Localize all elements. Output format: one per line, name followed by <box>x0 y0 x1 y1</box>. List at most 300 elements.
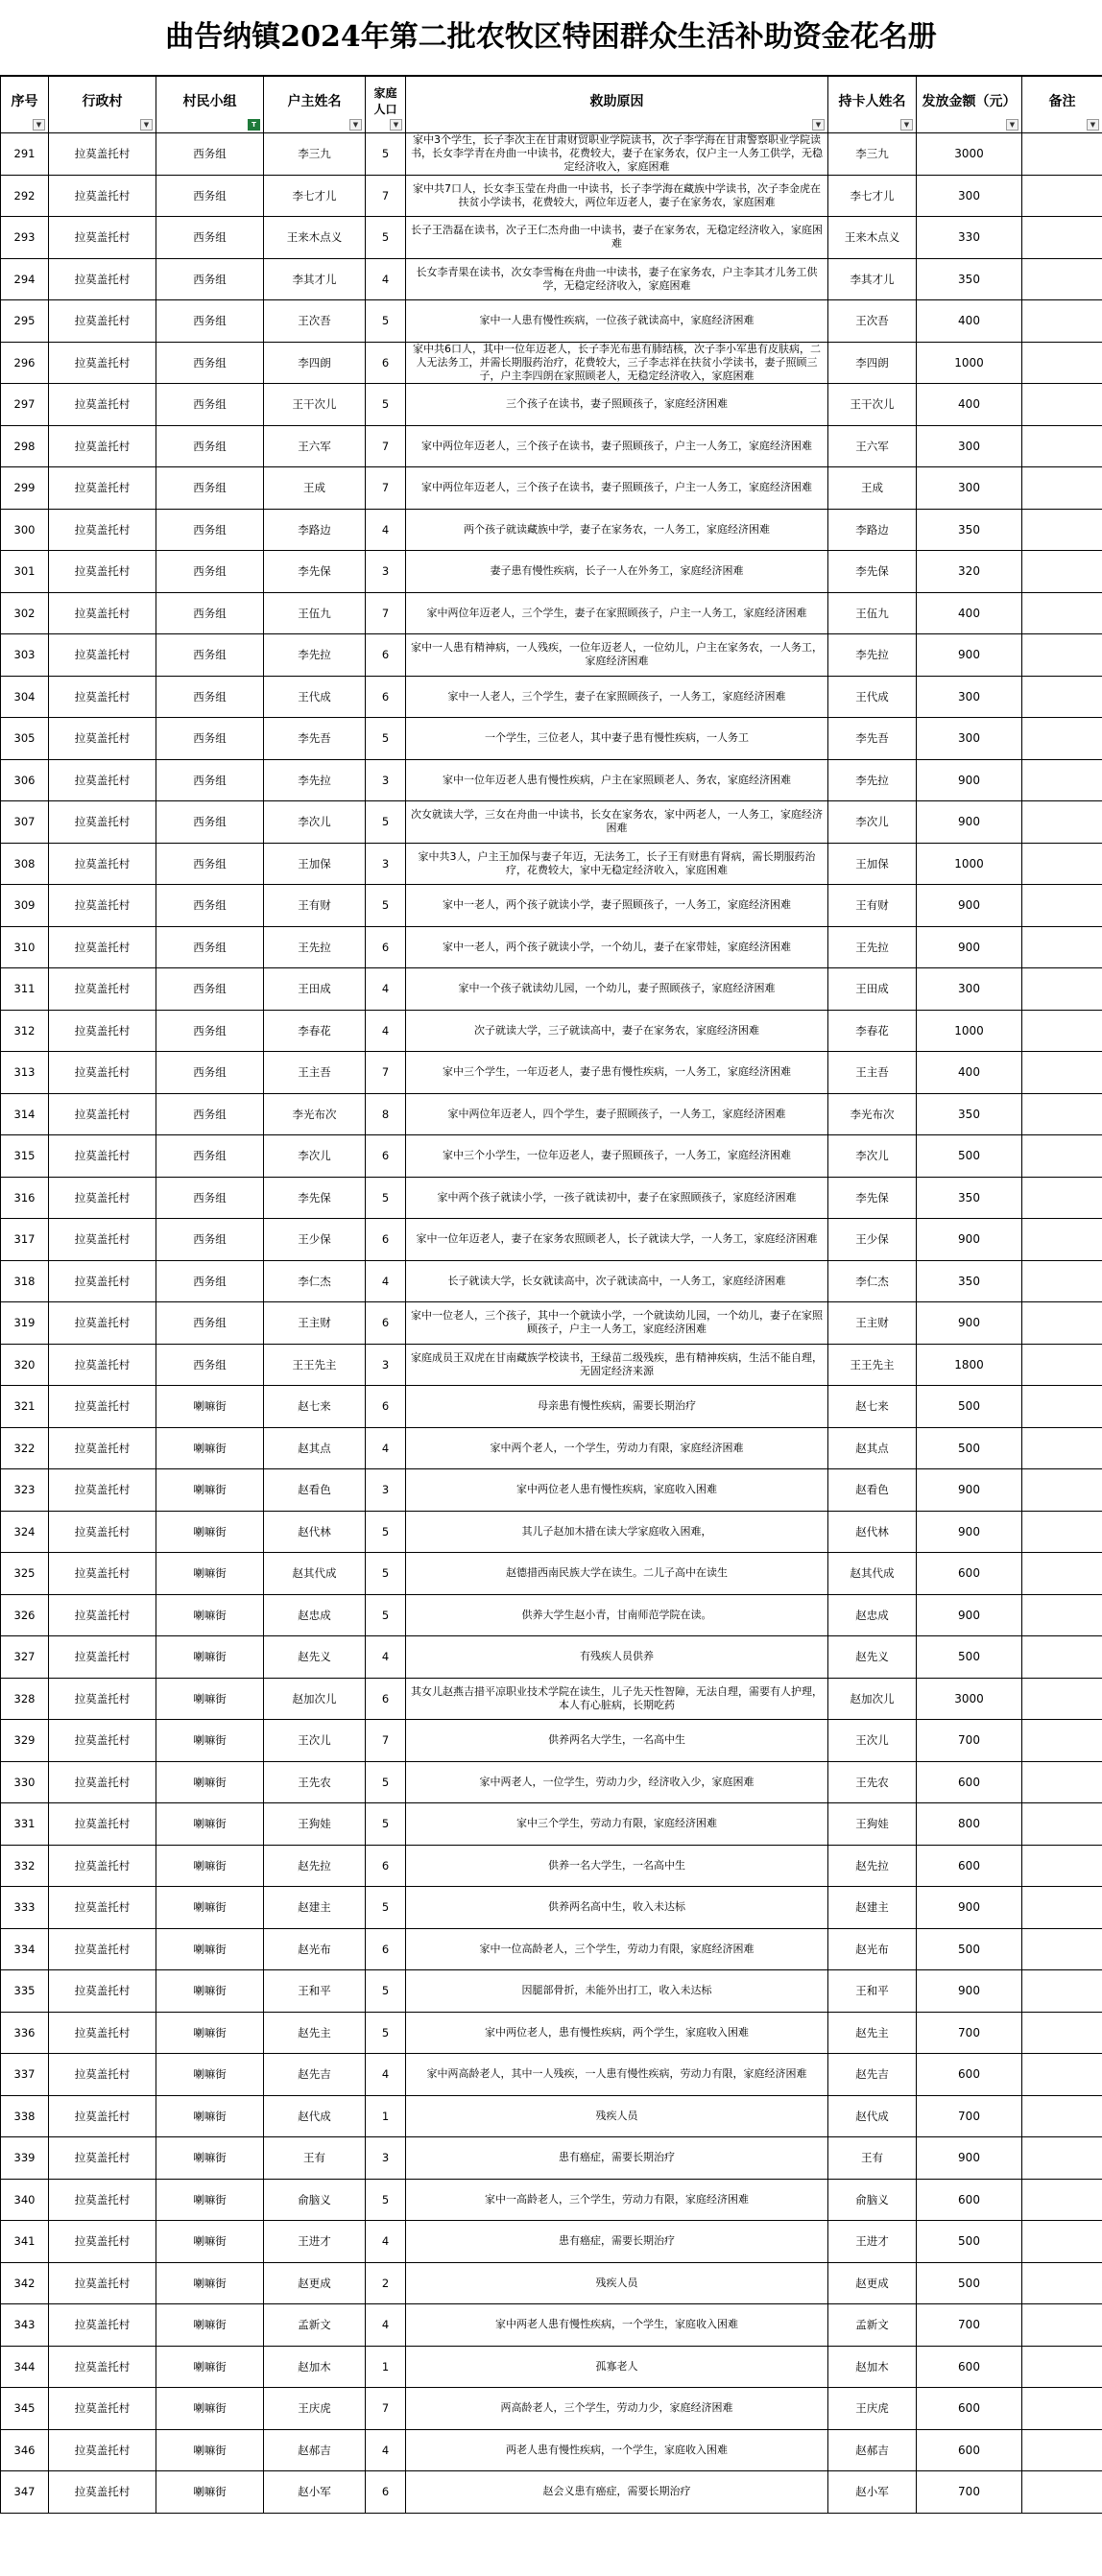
cell-amount: 350 <box>917 258 1022 300</box>
cell-household-head: 王少保 <box>264 1219 366 1261</box>
cell-amount: 700 <box>917 2471 1022 2514</box>
cell-note <box>1022 2388 1102 2430</box>
cell-aid-reason: 供养大学生赵小青，甘南师范学院在读。 <box>406 1594 828 1636</box>
cell-note <box>1022 1720 1102 1762</box>
cell-aid-reason: 有残疾人员供养 <box>406 1636 828 1679</box>
col-header-no <box>1 77 49 133</box>
cell-group: 西务组 <box>156 759 264 801</box>
cell-note <box>1022 1386 1102 1428</box>
cell-card-holder: 李先保 <box>828 1177 917 1219</box>
cell-aid-reason: 长子王浩磊在读书，次子王仁杰舟曲一中读书，妻子在家务农，无稳定经济收入，家庭困难 <box>406 217 828 259</box>
cell-village: 拉莫盖托村 <box>49 1386 156 1428</box>
cell-village: 拉莫盖托村 <box>49 2054 156 2096</box>
cell-group: 喇嘛街 <box>156 1803 264 1846</box>
cell-amount: 900 <box>917 885 1022 927</box>
cell-village: 拉莫盖托村 <box>49 1803 156 1846</box>
cell-amount: 3000 <box>917 1678 1022 1720</box>
cell-aid-reason: 家中共7口人，长女李玉莹在舟曲一中读书，长子李学海在藏族中学读书，次子李金虎在扶贫小学读书，花费较大，两位年迈老人，妻子在家务农，家庭困难 <box>406 175 828 217</box>
cell-note <box>1022 2054 1102 2096</box>
table-row <box>1 551 1102 593</box>
cell-village: 拉莫盖托村 <box>49 2388 156 2430</box>
cell-group: 西务组 <box>156 1010 264 1052</box>
cell-household-size: 4 <box>366 1427 406 1469</box>
cell-village: 拉莫盖托村 <box>49 676 156 718</box>
cell-note <box>1022 926 1102 968</box>
cell-village: 拉莫盖托村 <box>49 1469 156 1512</box>
cell-household-size: 4 <box>366 258 406 300</box>
cell-village: 拉莫盖托村 <box>49 1093 156 1135</box>
cell-card-holder: 李七才儿 <box>828 175 917 217</box>
cell-amount: 900 <box>917 759 1022 801</box>
cell-household-head: 李七才儿 <box>264 175 366 217</box>
cell-group: 西务组 <box>156 885 264 927</box>
cell-serial: 299 <box>1 467 49 510</box>
cell-note <box>1022 1845 1102 1887</box>
cell-aid-reason: 家中一位老人，三个孩子，其中一个就读小学，一个就读幼儿园，一个幼儿，妻子在家照顾孩子，户主一人务工，家庭经济困难 <box>406 1302 828 1345</box>
cell-village: 拉莫盖托村 <box>49 885 156 927</box>
cell-household-size: 4 <box>366 1010 406 1052</box>
cell-note <box>1022 425 1102 467</box>
cell-amount: 500 <box>917 1636 1022 1679</box>
cell-note <box>1022 1887 1102 1929</box>
cell-serial: 338 <box>1 2095 49 2137</box>
cell-card-holder: 赵更成 <box>828 2262 917 2304</box>
cell-note <box>1022 676 1102 718</box>
cell-serial: 334 <box>1 1928 49 1970</box>
cell-household-size: 6 <box>366 926 406 968</box>
col-header-label: 行政村 <box>82 94 123 109</box>
cell-aid-reason: 残疾人员 <box>406 2095 828 2137</box>
cell-household-size: 7 <box>366 1052 406 1094</box>
cell-household-size: 6 <box>366 342 406 384</box>
cell-household-size: 5 <box>366 1970 406 2013</box>
cell-aid-reason: 一个学生，三位老人，其中妻子患有慢性疾病，一人务工 <box>406 718 828 760</box>
cell-household-size: 7 <box>366 425 406 467</box>
cell-village: 拉莫盖托村 <box>49 718 156 760</box>
cell-serial: 330 <box>1 1761 49 1803</box>
cell-note <box>1022 551 1102 593</box>
cell-note <box>1022 1594 1102 1636</box>
cell-serial: 297 <box>1 384 49 426</box>
cell-aid-reason: 母亲患有慢性疾病，需要长期治疗 <box>406 1386 828 1428</box>
cell-note <box>1022 1761 1102 1803</box>
filter-dropdown-icon[interactable]: ▼ <box>33 119 45 131</box>
cell-group: 喇嘛街 <box>156 1511 264 1553</box>
cell-village: 拉莫盖托村 <box>49 843 156 885</box>
cell-group: 喇嘛街 <box>156 2012 264 2054</box>
cell-serial: 343 <box>1 2304 49 2347</box>
cell-note <box>1022 1928 1102 1970</box>
cell-card-holder: 赵代成 <box>828 2095 917 2137</box>
col-header-pop <box>366 77 406 133</box>
cell-aid-reason: 家中一老人，两个孩子就读小学，妻子照顾孩子，一人务工，家庭经济困难 <box>406 885 828 927</box>
cell-card-holder: 王先农 <box>828 1761 917 1803</box>
cell-household-size: 5 <box>366 1761 406 1803</box>
filter-dropdown-icon[interactable]: ▼ <box>1006 119 1018 131</box>
cell-household-head: 王成 <box>264 467 366 510</box>
cell-household-head: 李路边 <box>264 509 366 551</box>
cell-village: 拉莫盖托村 <box>49 1219 156 1261</box>
cell-amount: 600 <box>917 2429 1022 2471</box>
cell-village: 拉莫盖托村 <box>49 1553 156 1595</box>
cell-serial: 333 <box>1 1887 49 1929</box>
cell-serial: 295 <box>1 300 49 343</box>
col-header-note <box>1022 77 1102 133</box>
cell-household-size: 3 <box>366 759 406 801</box>
cell-household-size: 5 <box>366 1887 406 1929</box>
cell-group: 西务组 <box>156 634 264 677</box>
cell-amount: 300 <box>917 676 1022 718</box>
cell-group: 喇嘛街 <box>156 1970 264 2013</box>
cell-aid-reason: 家中一位年迈老人，妻子在家务农照顾老人，长子就读大学，一人务工，家庭经济困难 <box>406 1219 828 1261</box>
cell-aid-reason: 家中一个孩子就读幼儿园，一个幼儿，妻子照顾孩子，家庭经济困难 <box>406 968 828 1011</box>
table-row <box>1 885 1102 927</box>
cell-household-size: 4 <box>366 509 406 551</box>
cell-card-holder: 李仁杰 <box>828 1260 917 1302</box>
cell-serial: 310 <box>1 926 49 968</box>
cell-aid-reason: 家中三个小学生，一位年迈老人，妻子照顾孩子，一人务工，家庭经济困难 <box>406 1135 828 1178</box>
table-row <box>1 1845 1102 1887</box>
filter-active-icon[interactable]: T <box>248 119 260 131</box>
cell-village: 拉莫盖托村 <box>49 926 156 968</box>
cell-serial: 308 <box>1 843 49 885</box>
cell-serial: 329 <box>1 1720 49 1762</box>
cell-village: 拉莫盖托村 <box>49 1594 156 1636</box>
table-row <box>1 2304 1102 2347</box>
filter-dropdown-icon[interactable]: ▼ <box>812 119 825 131</box>
cell-card-holder: 赵代林 <box>828 1511 917 1553</box>
cell-aid-reason: 残疾人员 <box>406 2262 828 2304</box>
cell-amount: 400 <box>917 1052 1022 1094</box>
cell-household-head: 赵忠成 <box>264 1594 366 1636</box>
cell-group: 喇嘛街 <box>156 1887 264 1929</box>
cell-household-size: 6 <box>366 2471 406 2514</box>
cell-household-size: 6 <box>366 1845 406 1887</box>
cell-village: 拉莫盖托村 <box>49 509 156 551</box>
cell-note <box>1022 2012 1102 2054</box>
cell-amount: 500 <box>917 1928 1022 1970</box>
table-row <box>1 968 1102 1011</box>
cell-village: 拉莫盖托村 <box>49 1845 156 1887</box>
cell-household-head: 王有财 <box>264 885 366 927</box>
cell-serial: 318 <box>1 1260 49 1302</box>
cell-amount: 350 <box>917 1260 1022 1302</box>
cell-amount: 400 <box>917 384 1022 426</box>
cell-note <box>1022 384 1102 426</box>
cell-village: 拉莫盖托村 <box>49 1511 156 1553</box>
cell-note <box>1022 843 1102 885</box>
cell-household-head: 赵代成 <box>264 2095 366 2137</box>
filter-dropdown-icon[interactable]: ▼ <box>900 119 913 131</box>
cell-village: 拉莫盖托村 <box>49 2012 156 2054</box>
cell-household-head: 王六军 <box>264 425 366 467</box>
cell-note <box>1022 1803 1102 1846</box>
cell-group: 喇嘛街 <box>156 1720 264 1762</box>
cell-village: 拉莫盖托村 <box>49 1135 156 1178</box>
cell-note <box>1022 2304 1102 2347</box>
cell-card-holder: 王有财 <box>828 885 917 927</box>
cell-village: 拉莫盖托村 <box>49 1260 156 1302</box>
col-header-amount <box>917 77 1022 133</box>
cell-note <box>1022 1177 1102 1219</box>
table-row <box>1 1052 1102 1094</box>
cell-aid-reason: 家中两个老人，一个学生，劳动力有限，家庭经济困难 <box>406 1427 828 1469</box>
cell-household-head: 王庆虎 <box>264 2388 366 2430</box>
cell-card-holder: 赵其点 <box>828 1427 917 1469</box>
cell-serial: 291 <box>1 133 49 176</box>
cell-card-holder: 赵光布 <box>828 1928 917 1970</box>
cell-household-size: 7 <box>366 592 406 634</box>
cell-household-head: 赵其点 <box>264 1427 366 1469</box>
cell-household-head: 李四朗 <box>264 342 366 384</box>
cell-card-holder: 王先拉 <box>828 926 917 968</box>
cell-note <box>1022 1636 1102 1679</box>
cell-amount: 900 <box>917 801 1022 844</box>
cell-aid-reason: 家中一人老人，三个学生，妻子在家照顾孩子，一人务工，家庭经济困难 <box>406 676 828 718</box>
cell-amount: 600 <box>917 1761 1022 1803</box>
cell-card-holder: 李次儿 <box>828 1135 917 1178</box>
cell-household-head: 王代成 <box>264 676 366 718</box>
cell-serial: 296 <box>1 342 49 384</box>
col-header-label: 序号 <box>11 94 38 109</box>
cell-amount: 3000 <box>917 133 1022 176</box>
cell-group: 喇嘛街 <box>156 1427 264 1469</box>
table-row <box>1 926 1102 968</box>
cell-note <box>1022 885 1102 927</box>
cell-household-size: 7 <box>366 467 406 510</box>
cell-household-head: 王先拉 <box>264 926 366 968</box>
cell-aid-reason: 赵会义患有癌症，需要长期治疗 <box>406 2471 828 2514</box>
cell-village: 拉莫盖托村 <box>49 1970 156 2013</box>
cell-note <box>1022 1010 1102 1052</box>
cell-household-head: 赵代林 <box>264 1511 366 1553</box>
table-row <box>1 133 1102 176</box>
table-row <box>1 2137 1102 2180</box>
cell-note <box>1022 342 1102 384</box>
cell-village: 拉莫盖托村 <box>49 1887 156 1929</box>
cell-note <box>1022 1678 1102 1720</box>
cell-group: 喇嘛街 <box>156 2179 264 2221</box>
col-header-reason <box>406 77 828 133</box>
cell-serial: 304 <box>1 676 49 718</box>
cell-card-holder: 王有 <box>828 2137 917 2180</box>
cell-group: 西务组 <box>156 175 264 217</box>
cell-card-holder: 赵忠成 <box>828 1594 917 1636</box>
table-row <box>1 2054 1102 2096</box>
cell-household-size: 6 <box>366 1302 406 1345</box>
filter-dropdown-icon[interactable]: ▼ <box>1087 119 1099 131</box>
cell-household-size: 2 <box>366 2262 406 2304</box>
cell-note <box>1022 1302 1102 1345</box>
cell-group: 喇嘛街 <box>156 2221 264 2263</box>
cell-note <box>1022 509 1102 551</box>
cell-amount: 1800 <box>917 1344 1022 1386</box>
cell-serial: 307 <box>1 801 49 844</box>
cell-amount: 350 <box>917 1093 1022 1135</box>
table-row <box>1 676 1102 718</box>
cell-group: 西务组 <box>156 592 264 634</box>
cell-amount: 500 <box>917 2262 1022 2304</box>
cell-group: 西务组 <box>156 342 264 384</box>
cell-household-size: 1 <box>366 2346 406 2388</box>
cell-aid-reason: 家中一位年迈老人患有慢性疾病，户主在家照顾老人、务农，家庭经济困难 <box>406 759 828 801</box>
cell-card-holder: 王伍九 <box>828 592 917 634</box>
cell-note <box>1022 2429 1102 2471</box>
cell-amount: 900 <box>917 1887 1022 1929</box>
cell-village: 拉莫盖托村 <box>49 551 156 593</box>
cell-card-holder: 王田成 <box>828 968 917 1011</box>
table-row <box>1 843 1102 885</box>
table-row <box>1 1427 1102 1469</box>
cell-serial: 322 <box>1 1427 49 1469</box>
cell-village: 拉莫盖托村 <box>49 1928 156 1970</box>
cell-aid-reason: 家中两位年迈老人，三个孩子在读书，妻子照顾孩子，户主一人务工，家庭经济困难 <box>406 425 828 467</box>
cell-amount: 900 <box>917 2137 1022 2180</box>
cell-serial: 301 <box>1 551 49 593</box>
cell-card-holder: 赵七来 <box>828 1386 917 1428</box>
cell-card-holder: 王成 <box>828 467 917 510</box>
table-row <box>1 1093 1102 1135</box>
table-row <box>1 718 1102 760</box>
cell-card-holder: 王干次儿 <box>828 384 917 426</box>
table-row <box>1 634 1102 677</box>
cell-household-head: 王伍九 <box>264 592 366 634</box>
cell-group: 喇嘛街 <box>156 2054 264 2096</box>
cell-group: 喇嘛街 <box>156 1636 264 1679</box>
cell-village: 拉莫盖托村 <box>49 634 156 677</box>
cell-household-head: 王主吾 <box>264 1052 366 1094</box>
cell-village: 拉莫盖托村 <box>49 384 156 426</box>
cell-serial: 332 <box>1 1845 49 1887</box>
cell-note <box>1022 467 1102 510</box>
cell-household-head: 王加保 <box>264 843 366 885</box>
cell-household-size: 4 <box>366 2304 406 2347</box>
cell-amount: 500 <box>917 1386 1022 1428</box>
cell-household-size: 6 <box>366 1386 406 1428</box>
cell-household-size: 6 <box>366 1219 406 1261</box>
table-row <box>1 467 1102 510</box>
cell-aid-reason: 患有癌症，需要长期治疗 <box>406 2137 828 2180</box>
table-row <box>1 1594 1102 1636</box>
cell-group: 西务组 <box>156 968 264 1011</box>
cell-serial: 339 <box>1 2137 49 2180</box>
header-row <box>1 77 1102 133</box>
cell-village: 拉莫盖托村 <box>49 1052 156 1094</box>
table-row <box>1 2012 1102 2054</box>
cell-serial: 324 <box>1 1511 49 1553</box>
filter-dropdown-icon[interactable]: ▼ <box>140 119 153 131</box>
cell-aid-reason: 供养两名大学生，一名高中生 <box>406 1720 828 1762</box>
cell-household-size: 5 <box>366 2179 406 2221</box>
cell-note <box>1022 2346 1102 2388</box>
cell-serial: 292 <box>1 175 49 217</box>
table-row <box>1 1553 1102 1595</box>
cell-card-holder: 王代成 <box>828 676 917 718</box>
cell-serial: 311 <box>1 968 49 1011</box>
col-header-label: 备注 <box>1048 94 1076 109</box>
cell-household-size: 5 <box>366 1803 406 1846</box>
cell-note <box>1022 1093 1102 1135</box>
cell-household-head: 赵加次儿 <box>264 1678 366 1720</box>
cell-household-size: 5 <box>366 1594 406 1636</box>
cell-serial: 346 <box>1 2429 49 2471</box>
cell-note <box>1022 2471 1102 2514</box>
col-header-label: 救助原因 <box>589 94 644 109</box>
cell-aid-reason: 长子就读大学，长女就读高中，次子就读高中，一人务工，家庭经济困难 <box>406 1260 828 1302</box>
cell-household-head: 赵先拉 <box>264 1845 366 1887</box>
cell-household-head: 王田成 <box>264 968 366 1011</box>
cell-amount: 400 <box>917 300 1022 343</box>
cell-note <box>1022 759 1102 801</box>
cell-aid-reason: 家中三个学生，劳动力有限，家庭经济困难 <box>406 1803 828 1846</box>
table-row <box>1 300 1102 343</box>
cell-note <box>1022 634 1102 677</box>
cell-note <box>1022 968 1102 1011</box>
table-row <box>1 2179 1102 2221</box>
cell-household-head: 赵其代成 <box>264 1553 366 1595</box>
table-row <box>1 1135 1102 1178</box>
table-row <box>1 2346 1102 2388</box>
table-row <box>1 217 1102 259</box>
cell-aid-reason: 两个孩子就读藏族中学，妻子在家务农，一人务工，家庭经济困难 <box>406 509 828 551</box>
filter-dropdown-icon[interactable]: ▼ <box>349 119 362 131</box>
cell-card-holder: 孟新文 <box>828 2304 917 2347</box>
cell-household-size: 5 <box>366 133 406 176</box>
cell-household-head: 赵建主 <box>264 1887 366 1929</box>
cell-aid-reason: 家中一老人，两个孩子就读小学，一个幼儿，妻子在家带娃，家庭经济困难 <box>406 926 828 968</box>
cell-serial: 293 <box>1 217 49 259</box>
cell-serial: 341 <box>1 2221 49 2263</box>
cell-note <box>1022 1511 1102 1553</box>
cell-card-holder: 王进才 <box>828 2221 917 2263</box>
cell-amount: 1000 <box>917 843 1022 885</box>
cell-village: 拉莫盖托村 <box>49 1010 156 1052</box>
cell-aid-reason: 两老人患有慢性疾病，一个学生，家庭收入困难 <box>406 2429 828 2471</box>
cell-group: 喇嘛街 <box>156 2304 264 2347</box>
filter-dropdown-icon[interactable]: ▼ <box>390 119 402 131</box>
cell-household-head: 王有 <box>264 2137 366 2180</box>
cell-aid-reason: 其女儿赵燕吉措平凉职业技术学院在读生，儿子先天性智障，无法自理，需要有人护理，本人有心脏病，长期吃药 <box>406 1678 828 1720</box>
document-title: 曲告纳镇2024年第二批农牧区特困群众生活补助资金花名册 <box>0 0 1102 76</box>
cell-group: 喇嘛街 <box>156 2346 264 2388</box>
cell-household-size: 4 <box>366 1260 406 1302</box>
cell-note <box>1022 2095 1102 2137</box>
cell-aid-reason: 家中一高龄老人，三个学生，劳动力有限，家庭经济困难 <box>406 2179 828 2221</box>
cell-household-head: 李春花 <box>264 1010 366 1052</box>
cell-aid-reason: 次女就读大学，三女在舟曲一中读书，长女在家务农，家中两老人，一人务工，家庭经济困难 <box>406 801 828 844</box>
cell-group: 西务组 <box>156 926 264 968</box>
cell-amount: 330 <box>917 217 1022 259</box>
table-row <box>1 1219 1102 1261</box>
cell-aid-reason: 家中一人患有慢性疾病，一位孩子就读高中，家庭经济困难 <box>406 300 828 343</box>
cell-village: 拉莫盖托村 <box>49 2429 156 2471</box>
cell-aid-reason: 三个孩子在读书，妻子照顾孩子，家庭经济困难 <box>406 384 828 426</box>
cell-group: 西务组 <box>156 551 264 593</box>
cell-household-head: 李先保 <box>264 551 366 593</box>
cell-aid-reason: 家中3个学生，长子李次主在甘肃财贸职业学院读书，次子李学海在甘肃警察职业学院读书，长女李学青在舟曲一中读书，花费较大，妻子在家务农，仅户主一人务工供学，无稳定经济收入，家庭困难 <box>406 133 828 176</box>
cell-household-head: 李其才儿 <box>264 258 366 300</box>
cell-amount: 300 <box>917 968 1022 1011</box>
cell-card-holder: 赵郝吉 <box>828 2429 917 2471</box>
cell-household-size: 5 <box>366 1177 406 1219</box>
cell-group: 喇嘛街 <box>156 2429 264 2471</box>
cell-group: 西务组 <box>156 300 264 343</box>
cell-household-size: 8 <box>366 1093 406 1135</box>
cell-aid-reason: 患有癌症，需要长期治疗 <box>406 2221 828 2263</box>
cell-amount: 800 <box>917 1803 1022 1846</box>
cell-amount: 300 <box>917 467 1022 510</box>
cell-group: 喇嘛街 <box>156 2471 264 2514</box>
